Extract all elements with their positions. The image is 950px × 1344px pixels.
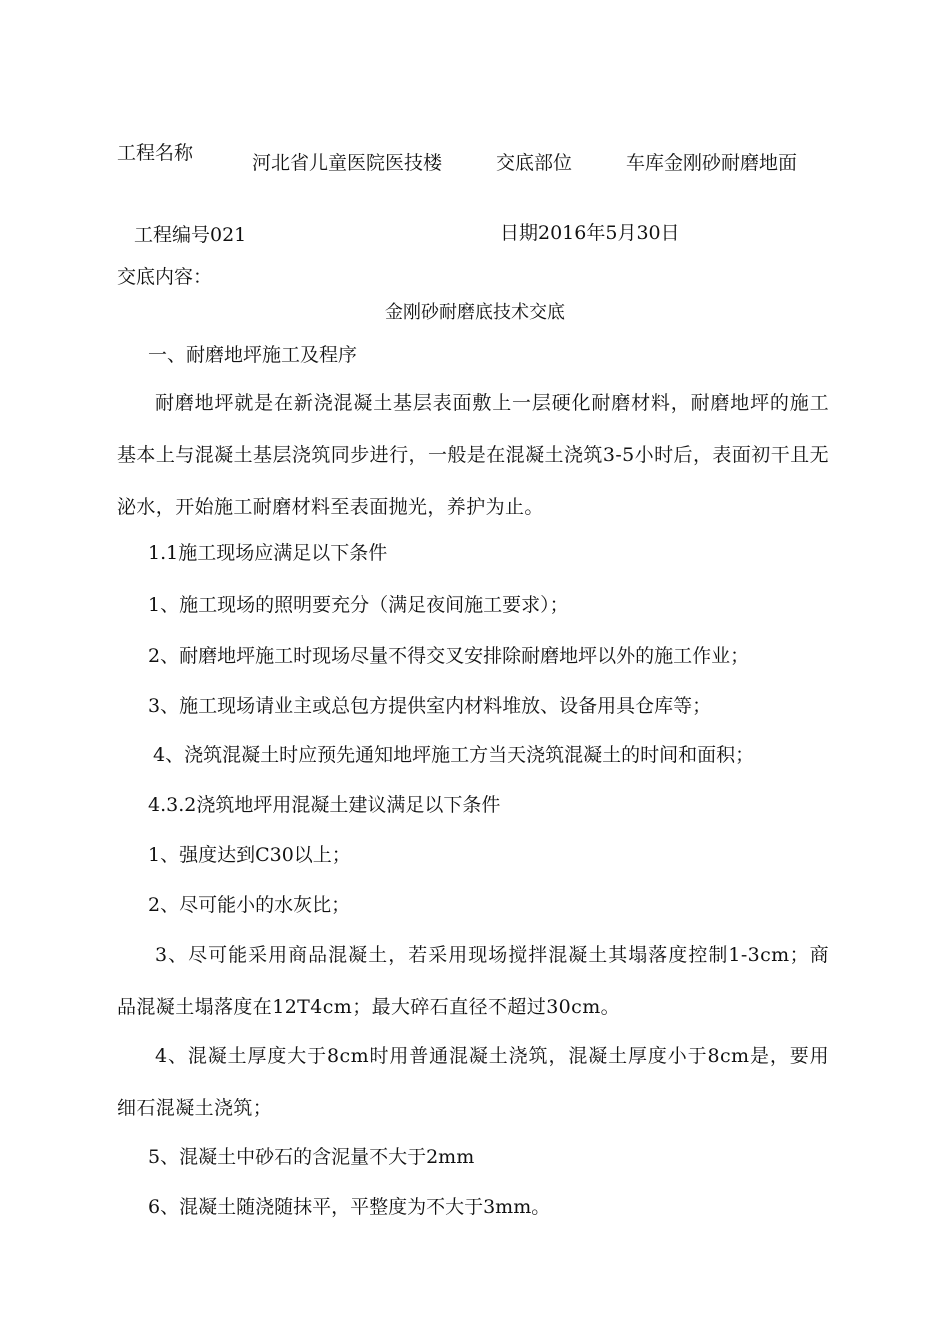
list-item: 4、混凝土厚度大于8cm时用普通混凝土浇筑，混凝土厚度小于8cm是，要用细石混凝土浇筑；: [117, 1045, 829, 1119]
subsection-heading: 1.1施工现场应满足以下条件: [148, 542, 388, 564]
list-item: 1、施工现场的照明要充分（满足夜间施工要求）；: [148, 594, 569, 616]
list-item: 3、施工现场请业主或总包方提供室内材料堆放、设备用具仓库等；: [148, 695, 712, 717]
list-item: 4、浇筑混凝土时应预先通知地坪施工方当天浇筑混凝土的时间和面积；: [153, 744, 755, 766]
project-name-value: 河北省儿童医院医技楼: [252, 152, 443, 174]
intro-paragraph: 耐磨地坪就是在新浇混凝土基层表面敷上一层硬化耐磨材料，耐磨地坪的施工基本上与混凝土基层浇筑同步进行，一般是在混凝土浇筑3-5小时后，表面初干且无泌水，开始施工耐磨材料至表面抛光，养护为止。: [117, 392, 829, 518]
document-title: 金刚砂耐磨底技术交底: [385, 302, 565, 323]
project-number: 工程编号021: [134, 224, 247, 246]
list-item: 5、混凝土中砂石的含泥量不大于2mm: [148, 1146, 475, 1168]
list-item: 2、尽可能小的水灰比；: [148, 894, 351, 916]
list-item: 2、耐磨地坪施工时现场尽量不得交叉安排除耐磨地坪以外的施工作业；: [148, 645, 750, 667]
location-label: 交底部位: [496, 152, 573, 174]
list-item: 6、混凝土随浇随抹平，平整度为不大于3mm。: [148, 1196, 551, 1218]
document-date: 日期2016年5月30日: [500, 222, 680, 244]
list-item: 1、强度达到C30以上；: [148, 844, 351, 866]
content-label: 交底内容：: [117, 266, 213, 288]
section-heading: 一、耐磨地坪施工及程序: [148, 344, 358, 366]
subsection-heading: 4.3.2浇筑地坪用混凝土建议满足以下条件: [148, 794, 501, 816]
location-value: 车库金刚砂耐磨地面: [626, 152, 798, 174]
list-item: 3、尽可能采用商品混凝土，若采用现场搅拌混凝土其塌落度控制1-3cm；商品混凝土塌落度在12T4cm；最大碎石直径不超过30cm。: [117, 944, 829, 1018]
project-name-label: 工程名称: [117, 142, 194, 164]
